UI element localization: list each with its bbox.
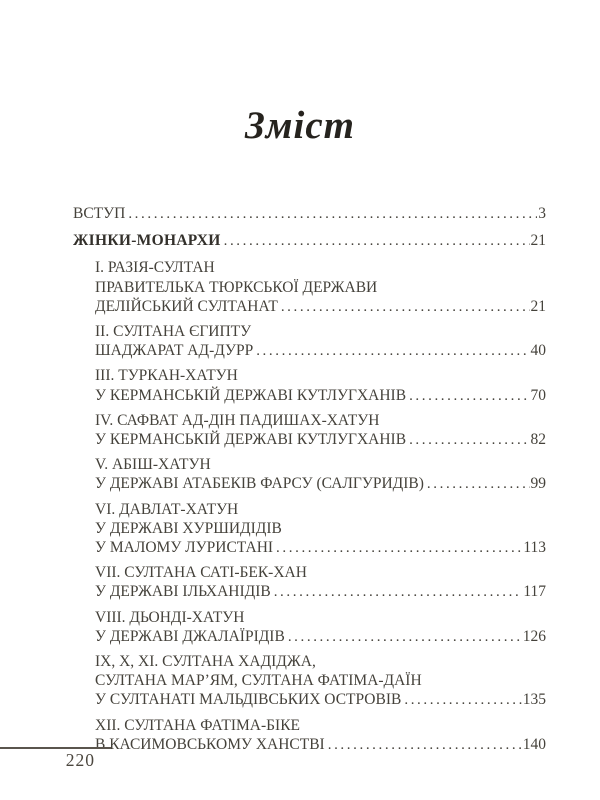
dot-leader <box>427 474 530 494</box>
toc-page-number: 21 <box>530 297 546 315</box>
dot-leader <box>281 297 530 317</box>
toc-entry-text: II. СУЛТАНА ЄГИПТУ <box>95 323 252 341</box>
toc-entry-lastline <box>95 582 546 602</box>
dot-leader <box>256 341 529 361</box>
toc-entry-lastline <box>95 474 546 494</box>
toc-entry-lastline <box>95 297 546 317</box>
toc-entry-line <box>95 366 546 385</box>
toc-entry-text: СУЛТАНА МАР’ЯМ, СУЛТАНА ФАТІМА-ДАЇН <box>95 672 422 690</box>
dot-leader <box>128 204 537 224</box>
toc-entry-text: У ДЕРЖАВІ ДЖАЛАЇРІДІВ <box>95 627 285 645</box>
toc-entry-text: У СУЛТАНАТІ МАЛЬДІВСЬКИХ ОСТРОВІВ <box>95 691 402 709</box>
toc-entry-lastline <box>95 627 546 647</box>
toc-entry-line <box>95 519 546 538</box>
toc-page-number: 126 <box>522 627 546 645</box>
toc-entry-text: ПРАВИТЕЛЬКА ТЮРКСЬКОЇ ДЕРЖАВИ <box>95 278 378 296</box>
toc-page-number: 21 <box>530 232 546 250</box>
dot-leader <box>276 538 522 558</box>
toc-entry-text: ШАДЖАРАТ АД-ДУРР <box>95 342 254 360</box>
toc-entry-line <box>95 671 546 690</box>
dot-leader <box>409 430 529 450</box>
toc-entry-lastline <box>95 735 546 755</box>
toc-entry-text: I. РАЗІЯ-СУЛТАН <box>95 259 215 277</box>
toc-entry-text: У ДЕРЖАВІ АТАБЕКІВ ФАРСУ (САЛГУРИДІВ) <box>95 475 424 493</box>
toc-entry-text: III. ТУРКАН-ХАТУН <box>95 367 238 385</box>
toc-entry-lastline <box>95 538 546 558</box>
toc-entry-line <box>95 716 546 735</box>
footer-rule <box>0 747 111 749</box>
toc-entry <box>73 455 546 494</box>
toc-entry-text: У ДЕРЖАВІ ХУРШИДІДІВ <box>95 519 282 537</box>
toc-page-number: 113 <box>523 539 546 557</box>
toc-entry-line <box>95 278 546 297</box>
dot-leader <box>404 690 521 710</box>
toc-entry <box>73 500 546 559</box>
dot-leader <box>288 627 522 647</box>
toc-entry <box>73 204 546 224</box>
dot-leader <box>274 582 523 602</box>
toc-entry-lastline <box>95 341 546 361</box>
dot-leader <box>224 231 530 251</box>
toc-entry-text: У МАЛОМУ ЛУРИСТАНІ <box>95 539 274 557</box>
toc-page-number: 135 <box>522 691 546 709</box>
toc-entry-text: IX, X, XI. СУЛТАНА ХАДІДЖА, <box>95 653 316 671</box>
toc-entry-text: В КАСИМОВСЬКОМУ ХАНСТВІ <box>95 735 325 753</box>
toc-entry <box>73 231 546 251</box>
footer-page-number: 220 <box>65 750 95 770</box>
toc-entry <box>73 366 546 405</box>
toc-entry <box>73 411 546 450</box>
toc-page-number: 140 <box>522 735 546 753</box>
toc-entry <box>73 652 546 711</box>
toc-entry-lastline <box>95 386 546 406</box>
toc-entry-text: VII. СУЛТАНА САТІ-БЕК-ХАН <box>95 564 307 582</box>
toc-entry-line <box>95 500 546 519</box>
toc-entry-line <box>95 258 546 277</box>
toc-entry-lastline <box>73 204 546 224</box>
toc-entry-lastline <box>95 690 546 710</box>
toc-entry-text: У КЕРМАНСЬКІЙ ДЕРЖАВІ КУТЛУГХАНІВ <box>95 386 407 404</box>
toc-page-number: 40 <box>530 342 546 360</box>
toc-entry-text: VIII. ДЬОНДІ-ХАТУН <box>95 608 245 626</box>
toc-entry-lastline <box>73 231 546 251</box>
toc-page-number: 70 <box>530 386 546 404</box>
toc-page-number: 99 <box>530 475 546 493</box>
toc-entry <box>73 608 546 647</box>
table-of-contents <box>73 204 546 760</box>
toc-entry <box>73 258 546 317</box>
toc-entry-text: XII. СУЛТАНА ФАТІМА-БІКЕ <box>95 716 301 734</box>
toc-entry <box>73 716 546 755</box>
toc-entry <box>73 563 546 602</box>
dot-leader <box>409 386 529 406</box>
toc-entry-line <box>95 455 546 474</box>
toc-entry-line <box>95 563 546 582</box>
toc-entry-text: VI. ДАВЛАТ-ХАТУН <box>95 500 239 518</box>
toc-entry-line <box>95 608 546 627</box>
toc-page-number: 82 <box>530 431 546 449</box>
toc-entry-text: ЖІНКИ-МОНАРХИ <box>73 232 221 250</box>
toc-entry-text: ДЕЛІЙСЬКИЙ СУЛТАНАТ <box>95 297 278 315</box>
toc-entry-text: У ДЕРЖАВІ ІЛЬХАНІДІВ <box>95 583 271 601</box>
page-title: Зміст <box>244 104 356 147</box>
toc-page-number: 117 <box>523 583 546 601</box>
dot-leader <box>328 735 522 755</box>
toc-entry-line <box>95 411 546 430</box>
toc-page-number: 3 <box>538 205 546 222</box>
toc-entry-text: IV. САФВАТ АД-ДІН ПАДИШАХ-ХАТУН <box>95 411 380 429</box>
toc-entry-text: V. АБІШ-ХАТУН <box>95 456 211 474</box>
toc-entry <box>73 322 546 361</box>
toc-entry-line <box>95 652 546 671</box>
toc-entry-text: ВСТУП <box>73 205 126 222</box>
toc-entry-line <box>95 322 546 341</box>
toc-entry-lastline <box>95 430 546 450</box>
toc-entry-text: У КЕРМАНСЬКІЙ ДЕРЖАВІ КУТЛУГХАНІВ <box>95 431 407 449</box>
